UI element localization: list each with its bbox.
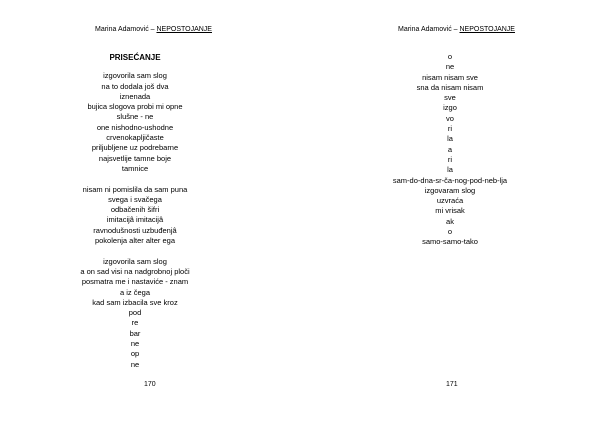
running-header (95, 26, 212, 33)
poem-line: ri (447, 154, 453, 164)
poem-line: na to dodala još dva (101, 81, 169, 91)
poem-line: pod (128, 308, 142, 318)
header-book-title: NEPOSTOJANJE (459, 26, 515, 33)
poem-line: re (131, 318, 139, 328)
poem-line: pokolenja alter alter ega (94, 236, 176, 246)
poem-line: a iz čega (119, 287, 151, 297)
poem-line: op (130, 349, 140, 359)
poem-line: ne (445, 62, 455, 72)
poem-line: posmatra me i nastaviće - znam (81, 277, 189, 287)
poem-line: samo-samo-tako (422, 237, 478, 247)
page-number-left: 170 (144, 381, 156, 388)
poem-line: mi vrisak (435, 206, 465, 216)
poem-line: vo (446, 113, 454, 123)
poem-title: PRISEĆANJE (109, 53, 161, 62)
header-author: Marina Adamović – (398, 26, 458, 33)
poem-line: imitacijâ imitacijâ (106, 215, 164, 225)
poem-line: sam-do-dna-sr-ča-nog-pod-neb-lja (392, 175, 508, 185)
poem-line: svega i svačega (108, 194, 162, 204)
poem-line: o (447, 227, 453, 237)
poem-line: kad sam izbacila sve kroz (92, 297, 178, 307)
poem-line: ri (447, 124, 453, 134)
poem-line: ak (446, 216, 454, 226)
poem-line: la (447, 134, 453, 144)
poem-line: ravnodušnosti uzbuđenjâ (93, 225, 177, 235)
poem-line: bar (129, 328, 141, 338)
poem-line: la (447, 165, 453, 175)
right-page (300, 0, 600, 425)
poem-line: izgovorila sam slog (103, 256, 167, 266)
poem-line: sna da nisam nisam (416, 82, 484, 92)
poem-line: a on sad visi na nadgrobnoj ploči (80, 266, 190, 276)
poem-line: one nishodno-ushodne (96, 122, 174, 132)
stanza-2 (0, 185, 270, 247)
poem-line: nisam ni pomislila da sam puna (82, 184, 188, 194)
poem-continuation (300, 52, 600, 248)
poem-line: ne (130, 339, 140, 349)
poem-line: sve (444, 93, 456, 103)
poem-line: priljubljene uz podrebarne (91, 143, 179, 153)
page-number-right: 171 (446, 381, 458, 388)
poem-line: o (447, 52, 453, 61)
stanza-break (0, 246, 270, 256)
poem-line: izgovaram slog (424, 185, 476, 195)
poem-line: ne (130, 359, 140, 369)
stanza-3 (0, 257, 270, 370)
poem-line: izgovorila sam slog (103, 71, 167, 81)
poem-line: izgo (443, 103, 457, 113)
poem-line: uzvraća (436, 196, 464, 206)
poem-line: bujica slogova probi mi opne (87, 102, 183, 112)
poem-line: crvenokapljičaste (106, 133, 164, 143)
poem-line: nisam nisam sve (422, 72, 478, 82)
poem-line: a (447, 144, 453, 154)
stanza-1 (0, 71, 270, 174)
poem-line: najsvetlije tamne boje (98, 153, 172, 163)
poem-line: odbačenih šifri (110, 205, 160, 215)
poem-line: slušne - ne (116, 112, 154, 122)
running-header (398, 26, 515, 33)
poem (0, 53, 270, 370)
poem-line: tamnice (121, 163, 149, 173)
header-author: Marina Adamović – (95, 26, 155, 33)
poem-line: iznenada (119, 91, 151, 101)
header-book-title: NEPOSTOJANJE (156, 26, 212, 33)
stanza-break (0, 174, 270, 184)
